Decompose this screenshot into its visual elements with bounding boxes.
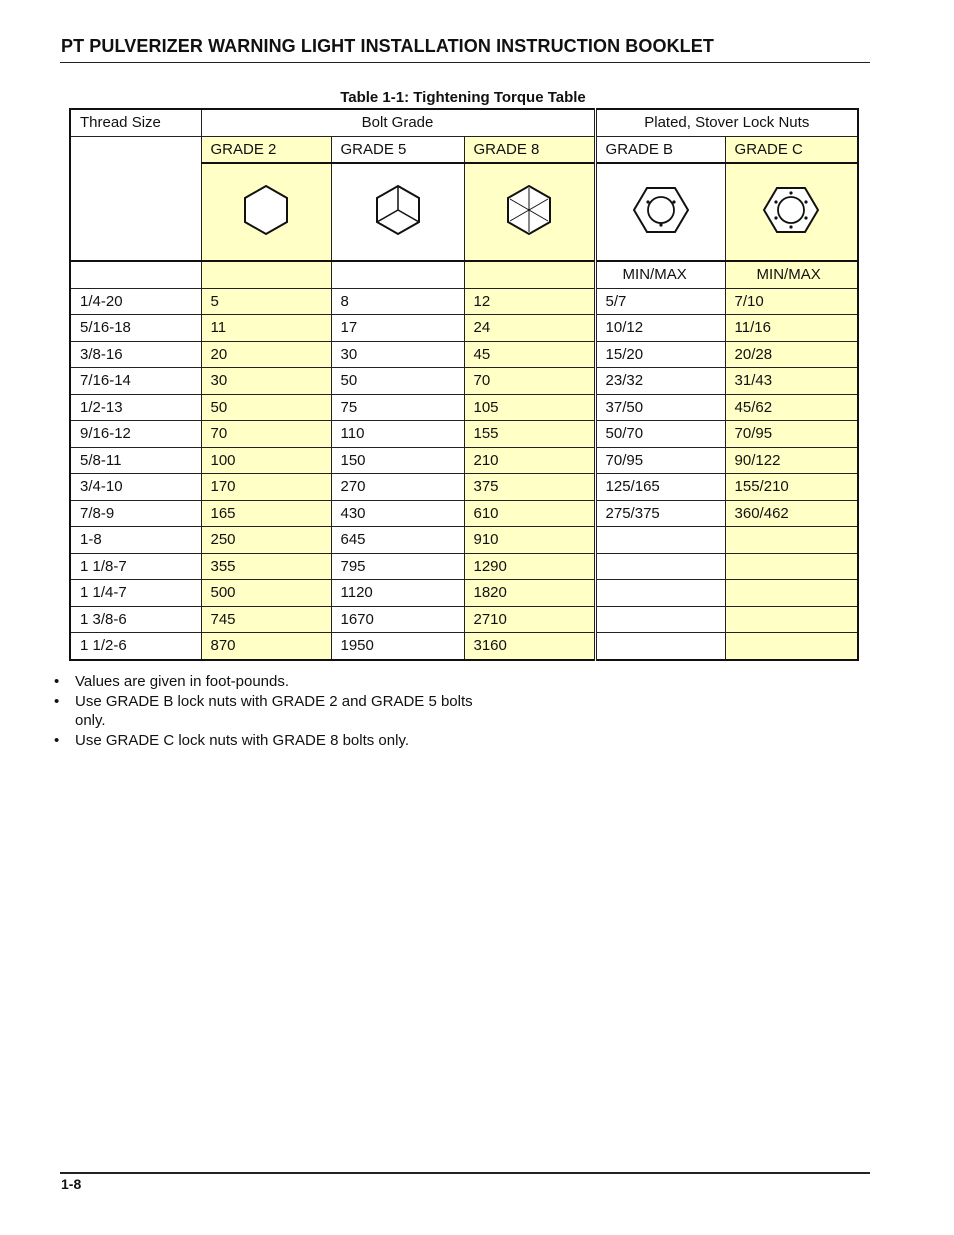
- table-row: [70, 315, 858, 342]
- bolt-grade-header: Bolt Grade: [201, 109, 595, 136]
- grade-b-minmax-label: MIN/MAX: [595, 261, 725, 288]
- grade-b-value: [595, 553, 725, 580]
- note-text: Values are given in foot-pounds.: [75, 673, 290, 690]
- grade-c-value: 45/62: [725, 394, 858, 421]
- thread-size-cell: 1 1/2-6: [70, 633, 201, 660]
- thread-size-cell: 5/8-11: [70, 447, 201, 474]
- table-row: [70, 421, 858, 448]
- header-divider: [60, 62, 870, 63]
- grade-c-value: 11/16: [725, 315, 858, 342]
- bullet-icon: •: [54, 693, 60, 710]
- grade-2-value: 11: [201, 315, 331, 342]
- grade-c-header: GRADE C: [725, 136, 858, 163]
- grade-2-icon-cell: [201, 163, 331, 261]
- grade-c-value: [725, 633, 858, 660]
- grade-b-value: 15/20: [595, 341, 725, 368]
- grade-c-value: 90/122: [725, 447, 858, 474]
- grade-8-value: 210: [464, 447, 595, 474]
- grade-5-value: 430: [331, 500, 464, 527]
- grade-5-value: 1120: [331, 580, 464, 607]
- grade-c-value: 31/43: [725, 368, 858, 395]
- thread-size-cell: 3/4-10: [70, 474, 201, 501]
- grade-b-value: 275/375: [595, 500, 725, 527]
- table-row: [70, 606, 858, 633]
- grade-b-value: 23/32: [595, 368, 725, 395]
- grade-b-value: 50/70: [595, 421, 725, 448]
- bullet-icon: •: [54, 732, 60, 749]
- grade-8-bolt-head-icon: [503, 184, 555, 236]
- grade-c-value: 360/462: [725, 500, 858, 527]
- thread-size-cell: 1 1/8-7: [70, 553, 201, 580]
- grade-b-value: 70/95: [595, 447, 725, 474]
- note-text: Use GRADE B lock nuts with GRADE 2 and GRADE 5 bolts only.: [75, 693, 473, 729]
- table-row: [70, 580, 858, 607]
- grade-5-value: 110: [331, 421, 464, 448]
- page-number: 1-8: [61, 1176, 82, 1192]
- grade-c-value: [725, 606, 858, 633]
- grade-2-value: 70: [201, 421, 331, 448]
- grade-8-value: 910: [464, 527, 595, 554]
- grade-b-icon-cell: [595, 163, 725, 261]
- grade-2-value: 30: [201, 368, 331, 395]
- table-caption: Table 1-1: Tightening Torque Table: [340, 89, 586, 106]
- grade-2-value: 165: [201, 500, 331, 527]
- table-group-header-row: [70, 109, 858, 136]
- grade-b-value: [595, 606, 725, 633]
- grade-5-value: 645: [331, 527, 464, 554]
- footer-divider: [60, 1172, 870, 1174]
- grade-2-value: 745: [201, 606, 331, 633]
- grade-8-value: 155: [464, 421, 595, 448]
- units-blank-cell: [464, 261, 595, 288]
- grade-b-value: 125/165: [595, 474, 725, 501]
- table-row: [70, 474, 858, 501]
- grade-b-lock-nut-icon: [632, 184, 690, 236]
- grade-c-value: 7/10: [725, 288, 858, 315]
- grade-2-value: 50: [201, 394, 331, 421]
- thread-size-header: Thread Size: [70, 109, 201, 136]
- grade-c-value: [725, 527, 858, 554]
- grade-5-value: 17: [331, 315, 464, 342]
- grade-8-header: GRADE 8: [464, 136, 595, 163]
- table-row: [70, 341, 858, 368]
- grade-8-value: 12: [464, 288, 595, 315]
- thread-size-cell: 7/8-9: [70, 500, 201, 527]
- table-row: [70, 500, 858, 527]
- grade-5-value: 1670: [331, 606, 464, 633]
- grade-b-value: [595, 580, 725, 607]
- grade-8-value: 24: [464, 315, 595, 342]
- notes-list: [54, 672, 474, 751]
- table-row: [70, 527, 858, 554]
- grade-2-value: 100: [201, 447, 331, 474]
- note-item: [54, 672, 474, 691]
- grade-5-value: 50: [331, 368, 464, 395]
- torque-data-rows: [70, 288, 858, 660]
- grade-8-value: 70: [464, 368, 595, 395]
- grade-8-value: 3160: [464, 633, 595, 660]
- grade-5-value: 30: [331, 341, 464, 368]
- thread-size-cell: 5/16-18: [70, 315, 201, 342]
- grade-c-value: 70/95: [725, 421, 858, 448]
- thread-size-cell: 1 1/4-7: [70, 580, 201, 607]
- lock-nuts-header: Plated, Stover Lock Nuts: [595, 109, 858, 136]
- grade-b-value: 37/50: [595, 394, 725, 421]
- grade-8-value: 1290: [464, 553, 595, 580]
- grade-c-value: [725, 580, 858, 607]
- thread-size-cell: 1/4-20: [70, 288, 201, 315]
- grade-5-value: 150: [331, 447, 464, 474]
- grade-2-value: 250: [201, 527, 331, 554]
- grade-5-header: GRADE 5: [331, 136, 464, 163]
- grade-b-value: [595, 633, 725, 660]
- grade-c-lock-nut-icon: [762, 184, 820, 236]
- grade-8-value: 2710: [464, 606, 595, 633]
- thread-size-cell: 1-8: [70, 527, 201, 554]
- grade-c-value: 155/210: [725, 474, 858, 501]
- units-blank-cell: [331, 261, 464, 288]
- note-item: [54, 731, 474, 750]
- thread-size-cell: 3/8-16: [70, 341, 201, 368]
- grade-2-value: 5: [201, 288, 331, 315]
- grade-b-value: 10/12: [595, 315, 725, 342]
- grade-c-icon-cell: [725, 163, 858, 261]
- grade-c-minmax-label: MIN/MAX: [725, 261, 858, 288]
- units-blank-cell: [70, 261, 201, 288]
- note-item: [54, 692, 474, 730]
- torque-table: [69, 108, 859, 661]
- grade-2-value: 355: [201, 553, 331, 580]
- grade-5-value: 75: [331, 394, 464, 421]
- table-row: [70, 368, 858, 395]
- table-row: [70, 633, 858, 660]
- grade-5-value: 795: [331, 553, 464, 580]
- grade-5-value: 1950: [331, 633, 464, 660]
- grade-b-value: [595, 527, 725, 554]
- grade-8-icon-cell: [464, 163, 595, 261]
- table-row: [70, 553, 858, 580]
- grade-2-value: 170: [201, 474, 331, 501]
- grade-b-header: GRADE B: [595, 136, 725, 163]
- grade-5-value: 8: [331, 288, 464, 315]
- grade-c-value: [725, 553, 858, 580]
- thread-size-blank-cell: [70, 136, 201, 261]
- grade-8-value: 375: [464, 474, 595, 501]
- grade-2-header: GRADE 2: [201, 136, 331, 163]
- table-row: [70, 288, 858, 315]
- grade-8-value: 45: [464, 341, 595, 368]
- grade-8-value: 105: [464, 394, 595, 421]
- thread-size-cell: 7/16-14: [70, 368, 201, 395]
- units-row: [70, 261, 858, 288]
- grade-8-value: 1820: [464, 580, 595, 607]
- grade-2-value: 500: [201, 580, 331, 607]
- grade-2-bolt-head-icon: [240, 184, 292, 236]
- grade-5-icon-cell: [331, 163, 464, 261]
- table-row: [70, 394, 858, 421]
- thread-size-cell: 1/2-13: [70, 394, 201, 421]
- grade-2-value: 870: [201, 633, 331, 660]
- grade-b-value: 5/7: [595, 288, 725, 315]
- grade-c-value: 20/28: [725, 341, 858, 368]
- thread-size-cell: 1 3/8-6: [70, 606, 201, 633]
- table-row: [70, 447, 858, 474]
- grade-5-value: 270: [331, 474, 464, 501]
- bullet-icon: •: [54, 673, 60, 690]
- grade-2-value: 20: [201, 341, 331, 368]
- page-title: PT PULVERIZER WARNING LIGHT INSTALLATION INSTRUCTION BOOKLET: [61, 36, 714, 56]
- grade-header-row: [70, 136, 858, 163]
- grade-8-value: 610: [464, 500, 595, 527]
- note-text: Use GRADE C lock nuts with GRADE 8 bolts only.: [75, 732, 409, 749]
- units-blank-cell: [201, 261, 331, 288]
- grade-5-bolt-head-icon: [372, 184, 424, 236]
- thread-size-cell: 9/16-12: [70, 421, 201, 448]
